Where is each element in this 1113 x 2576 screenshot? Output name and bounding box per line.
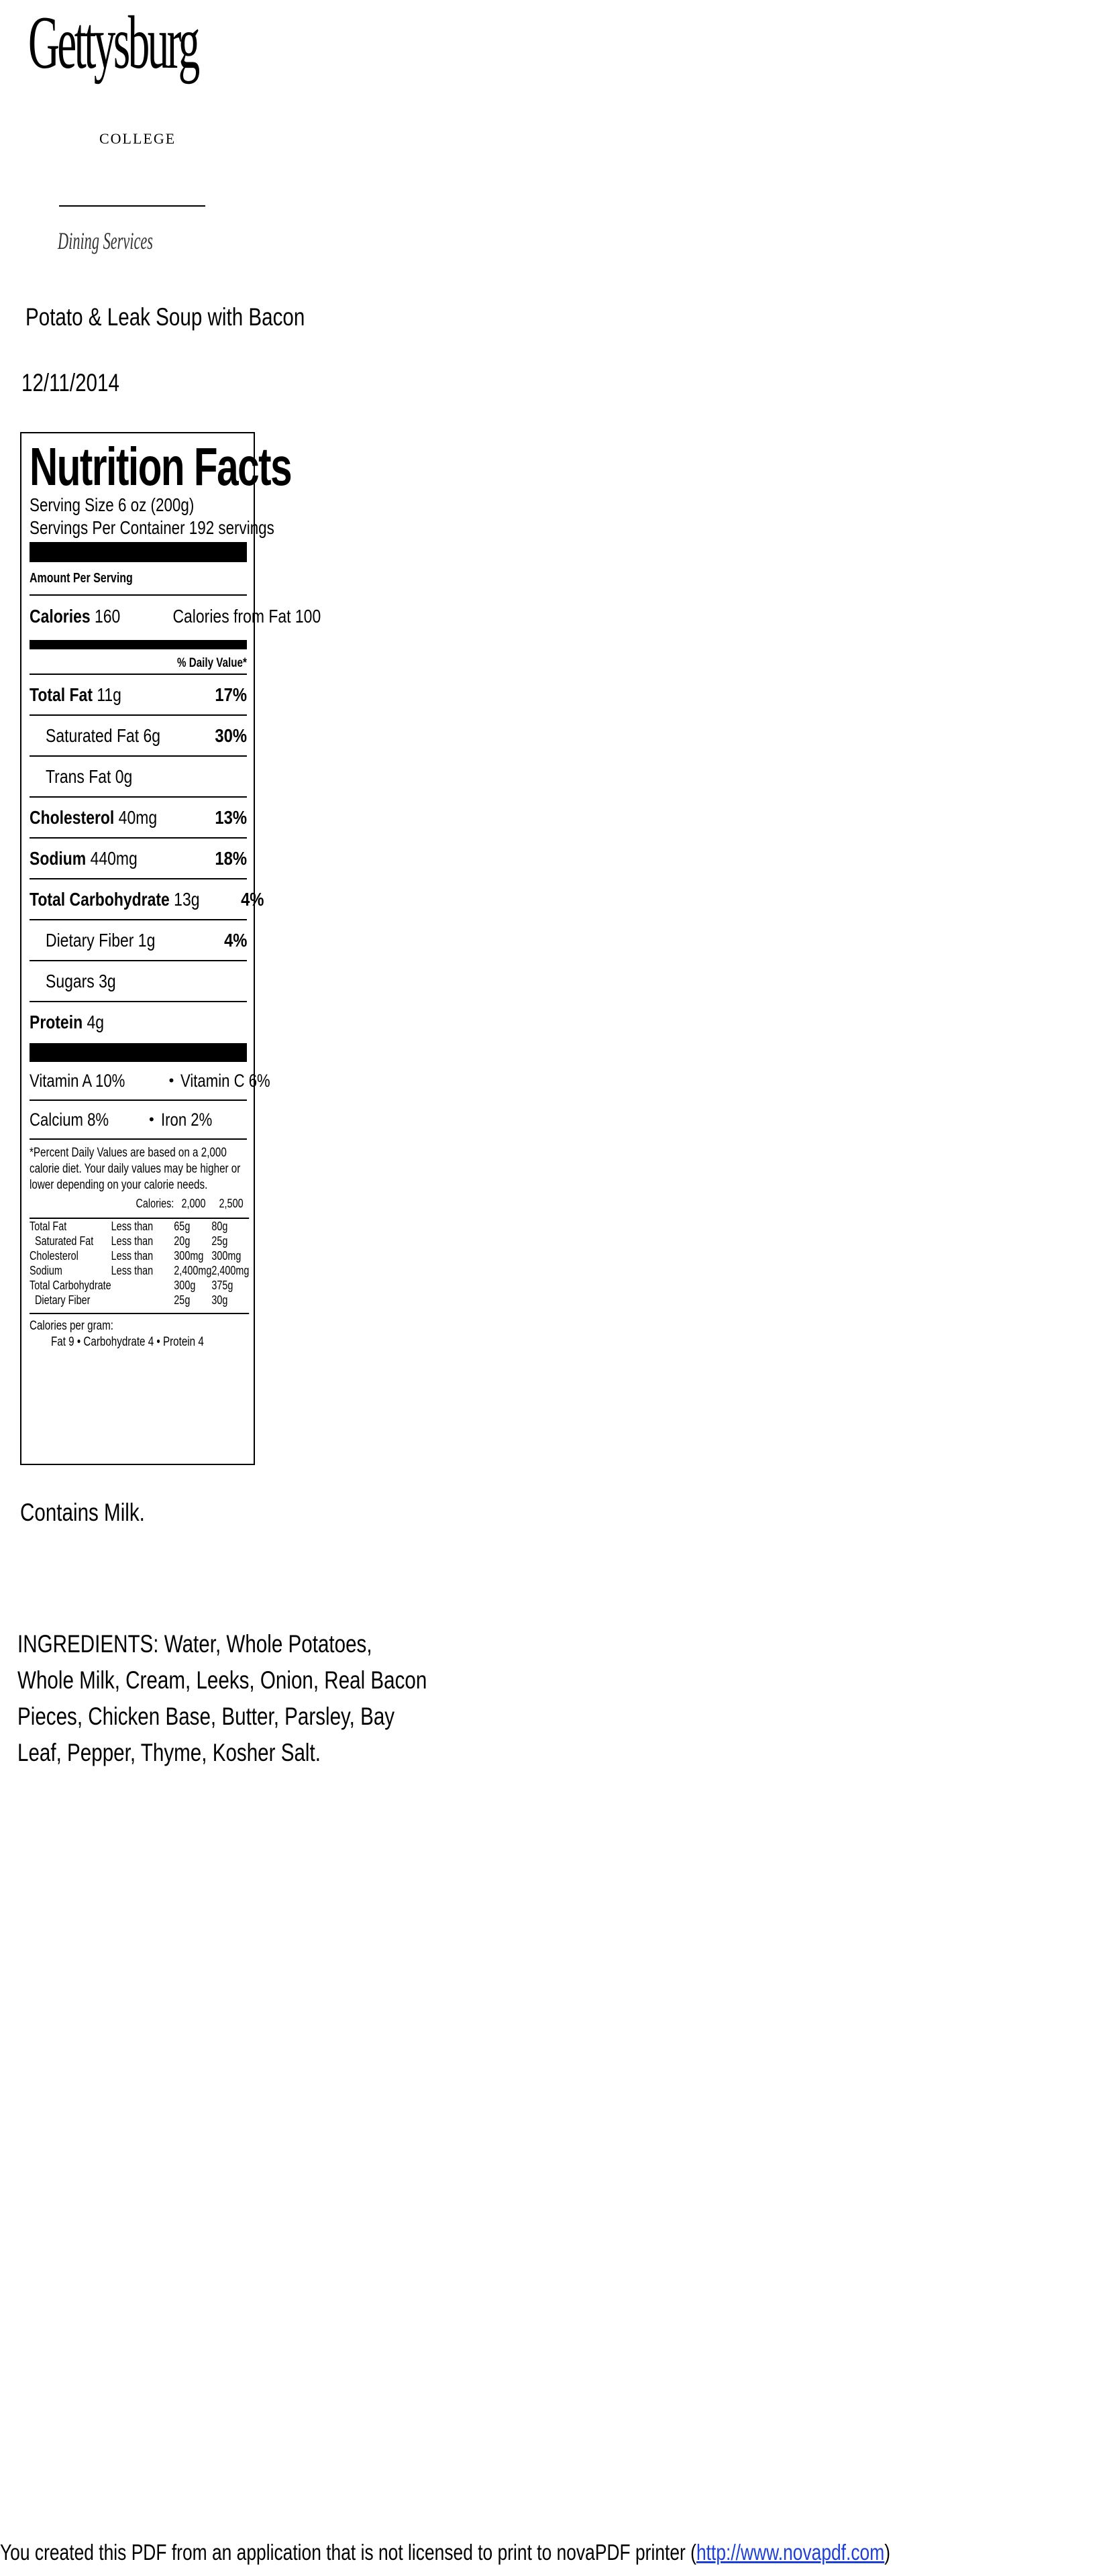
dining-services-tagline: Dining Services bbox=[58, 227, 153, 254]
nutrition-facts-label bbox=[20, 432, 321, 1465]
calories-from-fat: Calories from Fat 100 bbox=[172, 606, 321, 627]
nutrient-row-total-fat: Total Fat 11g 17% bbox=[30, 675, 247, 716]
nutrient-row-protein: Protein 4g bbox=[30, 1011, 105, 1032]
calories-per-gram: Calories per gram: Fat 9 • Carbohydrate 4 • Protein 4 bbox=[30, 1319, 204, 1349]
daily-value-footnote: *Percent Daily Values are based on a 2,000 calorie diet. Your daily values may be higher or lower depending on your calorie needs. bbox=[30, 1146, 241, 1192]
daily-value-header: % Daily Value* bbox=[30, 653, 247, 675]
ingredients-line: Whole Milk, Cream, Leeks, Onion, Real Bacon bbox=[17, 1666, 427, 1694]
table-row: Total Fat Less than 65g 80g bbox=[30, 1220, 228, 1233]
novapdf-link[interactable]: http://www.novapdf.com bbox=[696, 2540, 885, 2565]
iron: Iron 2% bbox=[160, 1109, 213, 1130]
logo-wordmark: Gettysburg bbox=[28, 1, 198, 85]
table-row: Saturated Fat Less than 20g 25g bbox=[35, 1234, 228, 1248]
bullet: • bbox=[149, 1111, 154, 1128]
allergen-statement: Contains Milk. bbox=[20, 1499, 145, 1526]
thick-divider bbox=[30, 542, 247, 562]
footer-text: You created this PDF from an application that is not licensed to print to novaPDF printer ( bbox=[0, 2540, 696, 2565]
college-logo bbox=[28, 0, 229, 168]
dv-table-header: Calories: 2,000 2,500 bbox=[136, 1197, 244, 1210]
table-row: Cholesterol Less than 300mg 300mg bbox=[30, 1249, 242, 1263]
nutrition-facts-heading: Nutrition Facts bbox=[30, 437, 292, 496]
table-row: Dietary Fiber 25g 30g bbox=[35, 1293, 228, 1307]
calories-label: Calories bbox=[30, 606, 91, 627]
ingredients-list bbox=[17, 1626, 487, 1771]
table-row: Total Carbohydrate 300g 375g bbox=[30, 1279, 233, 1292]
logo-subtitle: COLLEGE bbox=[99, 130, 176, 147]
ingredients-line: Leaf, Pepper, Thyme, Kosher Salt. bbox=[17, 1739, 321, 1766]
ingredients-line: INGREDIENTS: Water, Whole Potatoes, bbox=[17, 1630, 372, 1658]
calcium: Calcium 8% bbox=[30, 1109, 109, 1130]
amount-per-serving: Amount Per Serving bbox=[30, 571, 133, 586]
medium-divider bbox=[30, 640, 247, 649]
vitamin-c: Vitamin C 6% bbox=[180, 1070, 271, 1091]
nutrient-row-total-carbohydrate: Total Carbohydrate 13g 4% bbox=[30, 879, 247, 920]
nutrient-row-trans-fat: Trans Fat 0g bbox=[30, 757, 247, 798]
vitamin-a: Vitamin A 10% bbox=[30, 1070, 125, 1091]
serving-size: Serving Size 6 oz (200g) bbox=[30, 494, 195, 515]
pdf-watermark-footer bbox=[0, 2540, 891, 2565]
nutrient-row-saturated-fat: Saturated Fat 6g 30% bbox=[30, 716, 247, 757]
table-row: Sodium Less than 2,400mg 2,400mg bbox=[30, 1264, 250, 1277]
product-title: Potato & Leak Soup with Bacon bbox=[25, 303, 305, 331]
vitamin-row bbox=[30, 1062, 271, 1101]
per-gram-values: Fat 9 • Carbohydrate 4 • Protein 4 bbox=[51, 1335, 204, 1349]
daily-value-table bbox=[30, 1196, 249, 1314]
ingredients-line: Pieces, Chicken Base, Butter, Parsley, Bay bbox=[17, 1703, 395, 1730]
nutrient-row-sugars: Sugars 3g bbox=[30, 961, 247, 1002]
footer-close: ) bbox=[884, 2540, 891, 2565]
nutrient-row-sodium: Sodium 440mg 18% bbox=[30, 839, 247, 879]
calories-value: 160 bbox=[94, 606, 121, 627]
logo-divider bbox=[59, 205, 205, 207]
bullet: • bbox=[168, 1072, 174, 1089]
thick-divider bbox=[30, 1043, 247, 1062]
mineral-row bbox=[30, 1101, 247, 1140]
nutrient-row-dietary-fiber: Dietary Fiber 1g 4% bbox=[30, 920, 247, 961]
calories-row bbox=[30, 596, 321, 637]
servings-per-container: Servings Per Container 192 servings bbox=[30, 517, 274, 538]
product-date: 12/11/2014 bbox=[21, 369, 119, 396]
nutrient-row-cholesterol: Cholesterol 40mg 13% bbox=[30, 798, 247, 839]
